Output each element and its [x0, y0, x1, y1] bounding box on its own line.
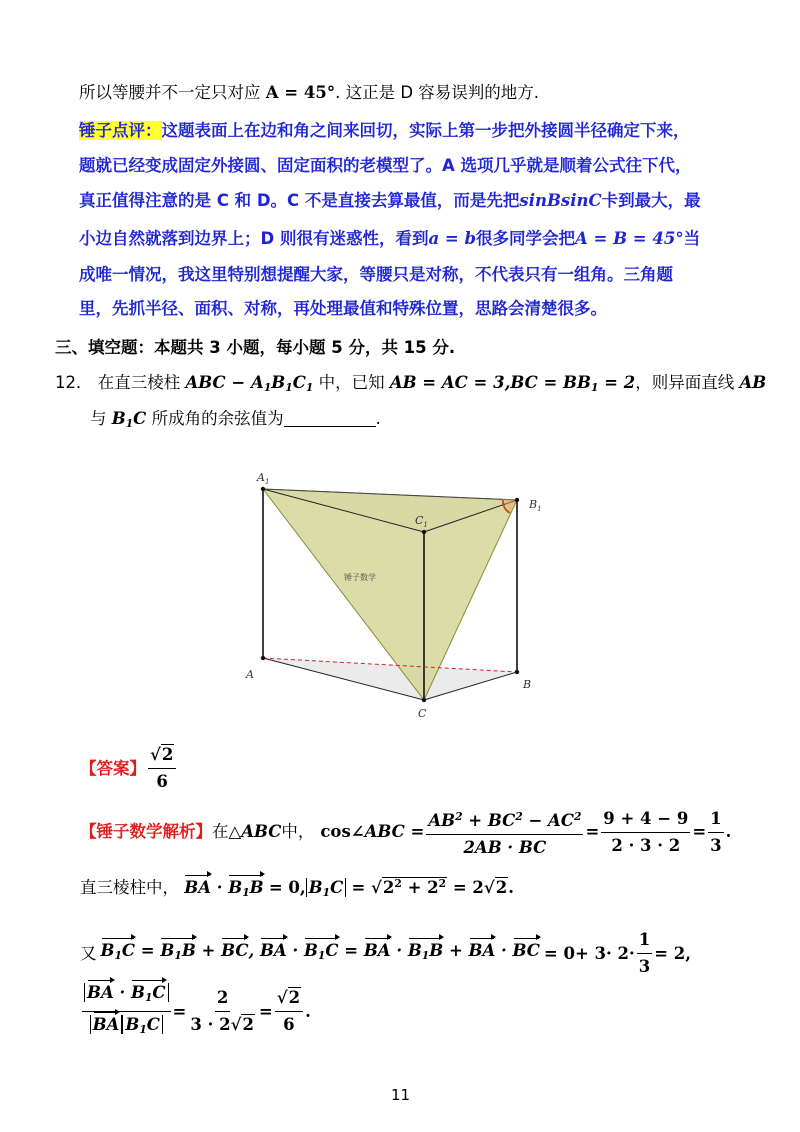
question-text: 在直三棱柱	[97, 373, 181, 392]
label-a1: $A_1$	[257, 471, 270, 486]
comment-line-2	[79, 155, 692, 177]
analysis-label: 【锤子数学解析】	[80, 822, 212, 842]
comment-text: 真正值得注意的是 C 和 D。C 不是直接去算最值，而是先把	[79, 191, 520, 210]
comment-text: 很多同学会把	[476, 229, 575, 248]
vertex-b1	[515, 498, 519, 502]
analysis-text: 中，	[281, 822, 315, 842]
comment-math: A = B = 45°	[575, 229, 684, 248]
cos-angle-result: $\frac{√2}{6}$	[275, 987, 303, 1036]
comment-math: sinBsinC	[519, 191, 602, 210]
mid2-num: 2	[215, 987, 230, 1012]
analysis-eq: = 0+ 3· 2·	[543, 943, 635, 963]
watermark-text: 锤子数学	[344, 573, 376, 582]
cos-angle-mid: $\frac{2}{3 \cdot 2√2}$	[190, 988, 254, 1035]
vertex-b	[515, 670, 519, 674]
dot-product: BA · $B_1B$	[184, 878, 263, 897]
analysis-line-1: 【锤子数学解析】 在△ ABC 中， cos∠ABC = $\frac{AB^2 + BC^2 - AC^2}{2AB \cdot BC}$ = $\frac{9 + 4 - 9}{2 \cdot 3 \cdot 2}$ = $\frac{1}{3}$ .	[80, 806, 731, 859]
intro-line	[79, 82, 539, 104]
question-number: 12．	[55, 373, 93, 392]
analysis-text: 又	[80, 943, 97, 963]
vertex-c	[422, 698, 426, 702]
question-text: ，则异面直线	[635, 373, 735, 392]
intro-text: 所以等腰并不一定只对应	[79, 83, 261, 102]
analysis-eq: = 2,	[654, 943, 692, 963]
cos-mid-fraction	[601, 808, 690, 857]
third-fraction	[637, 929, 652, 978]
vector-decomp: $B_1C = B_1B$ + BC, BA · $B_1C$ = BA · $B_1B$ + BA · BC	[101, 940, 540, 967]
mid-den: 2 · 3 · 2	[611, 835, 681, 855]
triangle-name: ABC	[241, 822, 282, 842]
intro-math: A = 45°	[265, 83, 336, 102]
comment-line-4	[79, 228, 700, 250]
cos-label: cos∠ABC =	[320, 822, 425, 842]
b1c-length: $B_1C$	[306, 878, 347, 897]
intro-text-tail: . 这正是 D 容易误判的地方.	[335, 83, 540, 102]
analysis-line-2: 直三棱柱中， BA · $B_1B = 0$, $B_1C = √2^2 + 2^2 = 2√2$.	[80, 873, 514, 904]
prism-figure	[240, 462, 550, 727]
comment-text: 题就已经变成固定外接圆、固定面积的老模型了。A 选项几乎就是顺着公式往下代，	[79, 156, 692, 175]
question-text: 所成角的余弦值为	[151, 409, 284, 428]
analysis-line-3	[80, 929, 691, 978]
comment-line-1	[79, 120, 690, 142]
vertex-c1	[422, 530, 426, 534]
res-den: 3	[710, 835, 722, 855]
question-line-2	[90, 408, 381, 435]
question-text: 中，已知	[318, 373, 385, 392]
mid2-den: 3 · 2	[190, 1015, 231, 1035]
answer-num: 2	[161, 745, 174, 764]
comment-text: 这题表面上在边和角之间来回切，实际上第一步把外接圆半径确定下来，	[161, 121, 690, 140]
comment-text: 成唯一情况，我这里特别想提醒大家，等腰只是对称，不代表只有一组角。三角题	[79, 265, 673, 284]
prism-name: ABC − $A_1B_1C_1$	[185, 373, 314, 395]
label-c: C	[418, 707, 427, 720]
analysis-eq: = 2	[452, 877, 484, 897]
res-num: 1	[708, 808, 723, 833]
vertex-a	[261, 656, 265, 660]
analysis-eq: = 0,	[268, 877, 306, 897]
answer-den: 6	[156, 772, 168, 791]
answer-value: $\frac{√2}{6}$	[148, 744, 176, 793]
res-den: 3	[638, 957, 651, 976]
answer-row	[80, 744, 178, 793]
cos-result	[708, 808, 723, 857]
label-b: B	[523, 678, 532, 691]
comment-line-3	[79, 190, 701, 212]
cos-angle-fraction: $\frac{BA \cdot B_1C}{BA B_1C}$	[82, 982, 171, 1041]
comment-label: 锤子点评：	[79, 121, 162, 140]
mid-num: 9 + 4 − 9	[601, 808, 690, 833]
line-ab: AB	[739, 373, 767, 392]
comment-line-5	[79, 264, 673, 286]
label-a: A	[246, 668, 254, 681]
answer-label: 【答案】	[80, 758, 146, 778]
comment-text: 卡到最大，最	[601, 191, 701, 210]
label-c1: $C_1$	[415, 514, 428, 529]
res2-den: 6	[283, 1015, 295, 1035]
given-condition: AB = AC = $3,BC = BB_1 = 2$	[389, 373, 636, 395]
line-b1c: $B_1C$	[111, 409, 147, 431]
analysis-text: 在△	[212, 822, 242, 842]
label-b1: $B_1$	[529, 498, 542, 513]
comment-text: 里，先抓半径、面积、对称，再处理最值和特殊位置，思路会清楚很多。	[79, 299, 607, 318]
comment-text: 当	[683, 229, 701, 248]
comment-math: a = b	[428, 229, 476, 248]
base-triangle-fill	[263, 658, 517, 700]
page-number: 11	[391, 1086, 411, 1104]
answer-blank	[284, 410, 376, 427]
analysis-line-4: $\frac{BA \cdot B_1C}{BA B_1C}$ = $\frac{2}{3 \cdot 2√2}$ = $\frac{√2}{6}$ .	[80, 982, 311, 1041]
cos-den: 2AB · BC	[463, 837, 547, 857]
comment-line-6	[79, 298, 607, 320]
vertex-a1	[261, 487, 265, 491]
res2-num: 2	[288, 988, 301, 1008]
cos-fraction: $\frac{AB^2 + BC^2 - AC^2}{2AB \cdot BC}$	[426, 806, 583, 859]
question-text: .	[375, 409, 381, 428]
length-calc: = $√2^2 + 2^2$	[351, 877, 447, 897]
question-text: 与	[90, 409, 107, 428]
section-heading: 三、填空题：本题共 3 小题，每小题 5 分，共 15 分.	[55, 338, 456, 357]
res-num: 1	[637, 929, 652, 954]
analysis-text: 直三棱柱中，	[80, 877, 179, 897]
question-line-1	[55, 372, 766, 399]
comment-text: 小边自然就落到边界上；D 则很有迷惑性，看到	[79, 229, 429, 248]
